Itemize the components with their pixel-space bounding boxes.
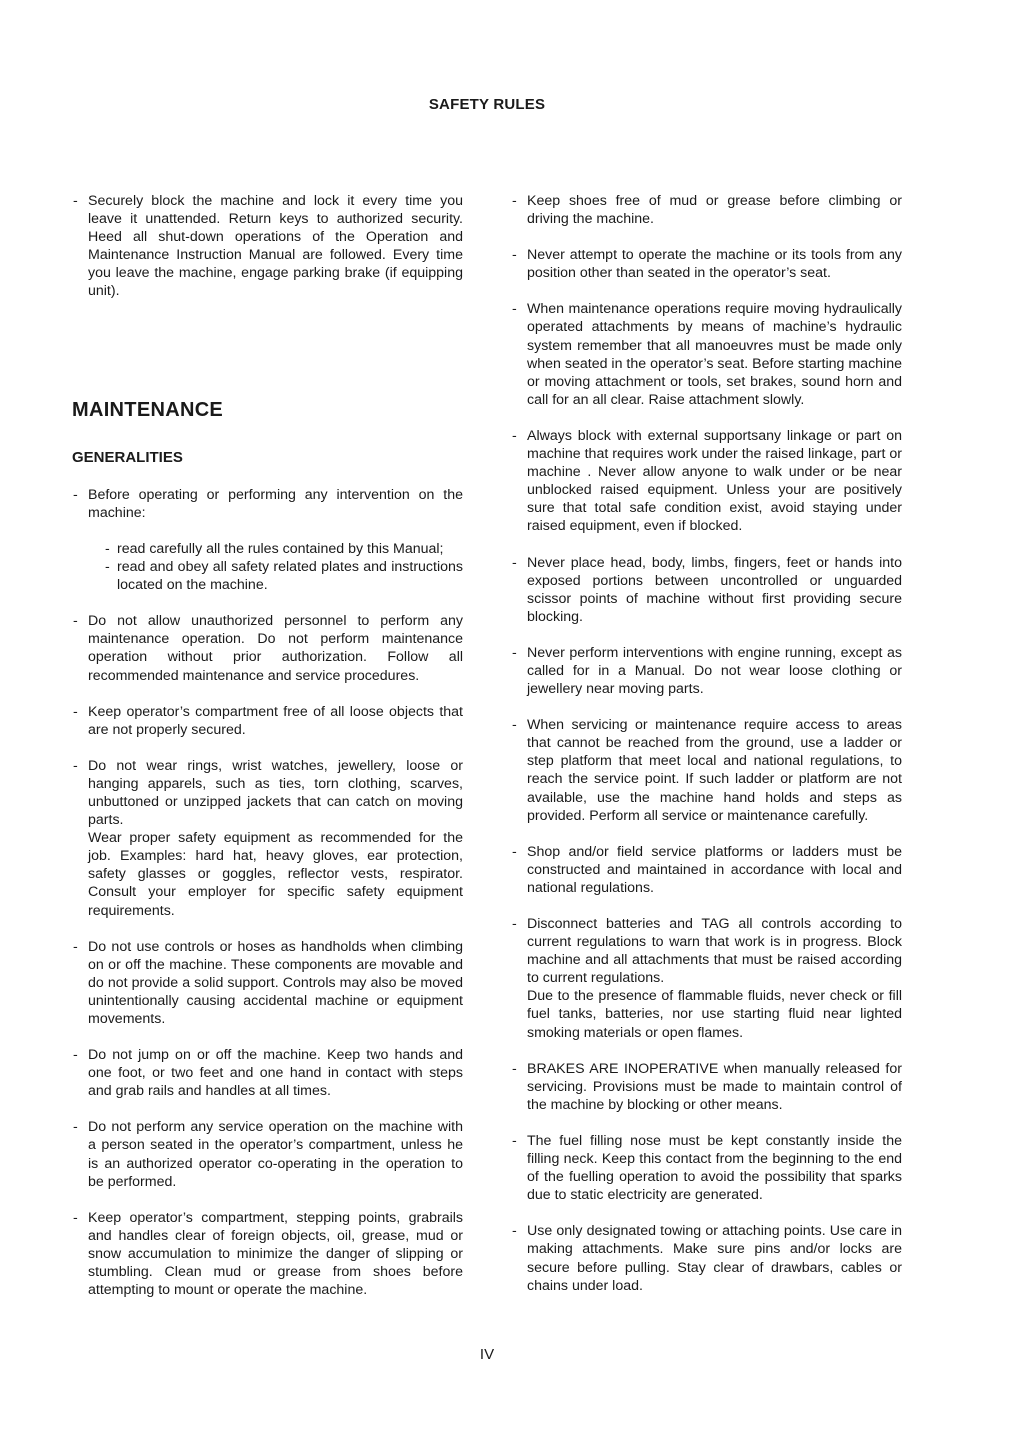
list-item bbox=[72, 486, 463, 594]
list-item: - Do not use controls or hoses as handholds when climbing on or off the machine. These components are movable and do not provide a solid support. Controls may also be moved unintentionally causing accidental machine or equipment movements. bbox=[72, 938, 463, 1028]
list-item: - BRAKES ARE INOPERATIVE when manually released for servicing. Provisions must be made to maintain control of the machine by blocking or other means. bbox=[511, 1060, 902, 1114]
spacer bbox=[72, 319, 463, 401]
list-item: - Do not jump on or off the machine. Keep two hands and one foot, or two feet and one hand in contact with steps and grab rails and handles at all times. bbox=[72, 1046, 463, 1100]
page-number: IV bbox=[479, 1346, 495, 1363]
list-item: - When servicing or maintenance require access to areas that cannot be reached from the ground, use a ladder or step platform that meet local and national regulations, to reach the service point. If such ladder or platform are not available, use the machine hand holds and steps as provided. Perform all service or maintenance carefully. bbox=[511, 716, 902, 825]
sub-list-item: - read carefully all the rules contained by this Manual; bbox=[104, 540, 463, 558]
list-item: - The fuel filling nose must be kept constantly inside the filling neck. Keep this contact from the beginning to the end of the fuelling operation to avoid the possibility that sparks due to static electricity are generated. bbox=[511, 1132, 902, 1204]
list-item-text: - Before operating or performing any intervention on the machine: bbox=[88, 486, 463, 521]
list-item-text: Due to the presence of flammable fluids, never check or fill fuel tanks, batteries, nor use starting fluid near lighted smoking materials or open flames. bbox=[527, 988, 902, 1041]
list-item: - Do not allow unauthorized personnel to perform any maintenance operation. Do not perform maintenance operation without prior authorization. Follow all recommended maintenance and service procedures. bbox=[72, 612, 463, 684]
list-item: - Use only designated towing or attaching points. Use care in making attachments. Make sure pins and/or locks are secure before pulling. Stay clear of drawbars, cables or chains under load. bbox=[511, 1222, 902, 1294]
list-item: - Keep operator’s compartment free of all loose objects that are not properly secured. bbox=[72, 703, 463, 739]
list-item: - Keep shoes free of mud or grease before climbing or driving the machine. bbox=[511, 192, 902, 228]
sub-list bbox=[104, 540, 463, 594]
list-item: - When maintenance operations require moving hydraulically operated attachments by means of machine’s hydraulic system remember that all manoeuvres must be made only when seated in the operator’s seat. Before starting machine or moving attachment or tools, set brakes, sound horn and call for an all clear. Raise attachment slowly. bbox=[511, 300, 902, 409]
list-item: - Never attempt to operate the machine or its tools from any position other than seated in the operator’s seat. bbox=[511, 246, 902, 282]
list-item: - Securely block the machine and lock it every time you leave it unattended. Return keys to authorized security. Heed all shut-down operations of the Operation and Maintenance Instruction Manual are followed. Every time you leave the machine, engage parking brake (if equipping unit). bbox=[72, 192, 463, 301]
list-item: - Never place head, body, limbs, fingers, feet or hands into exposed portions between uncontrolled or unguarded scissor points of machine without first providing secure blocking. bbox=[511, 554, 902, 626]
list-item bbox=[511, 915, 902, 1042]
list-item-text: - Disconnect batteries and TAG all controls according to current regulations to warn that work is in progress. Block machine and all attachments that must be raised according to current regulations. bbox=[527, 916, 902, 987]
list-item: - Never perform interventions with engine running, except as called for in a Manual. Do not wear loose clothing or jewellery near moving parts. bbox=[511, 644, 902, 698]
sub-list-item: - read and obey all safety related plates and instructions located on the machine. bbox=[104, 558, 463, 594]
list-item: - Always block with external supportsany linkage or part on machine that requires work under the raised linkage, part or machine . Never allow anyone to walk under or be near unblocked raised equipment. Unless your are positively sure that total safe condition exist, avoid staying under raised equipment, even if blocked. bbox=[511, 427, 902, 536]
list-item: - Do not perform any service operation on the machine with a person seated in the operator’s compartment, unless he is an authorized operator co-operating in the operation to be performed. bbox=[72, 1118, 463, 1190]
section-title: MAINTENANCE bbox=[72, 398, 224, 421]
right-column bbox=[511, 192, 902, 1313]
left-column bbox=[72, 192, 463, 1317]
list-item: - Shop and/or field service platforms or ladders must be constructed and maintained in accordance with local and national regulations. bbox=[511, 843, 902, 897]
list-item bbox=[72, 757, 463, 920]
list-item-text: Wear proper safety equipment as recommended for the job. Examples: hard hat, heavy gloves, ear protection, safety glasses or goggles, reflector vests, respirator. Consult your employer for specific safety equipment requirements. bbox=[88, 830, 463, 919]
page-header-title: SAFETY RULES bbox=[428, 96, 546, 113]
list-item-text: - Do not wear rings, wrist watches, jewellery, loose or hanging apparels, such as ties, torn clothing, scarves, unbuttoned or unzipped jackets that can catch on moving parts. bbox=[88, 757, 463, 829]
subsection-title: GENERALITIES bbox=[72, 448, 183, 466]
list-item: - Keep operator’s compartment, stepping points, grabrails and handles clear of foreign objects, oil, grease, mud or snow accumulation to minimize the danger of slipping or stumbling. Clean mud or grease from shoes before attempting to mount or operate the machine. bbox=[72, 1209, 463, 1299]
